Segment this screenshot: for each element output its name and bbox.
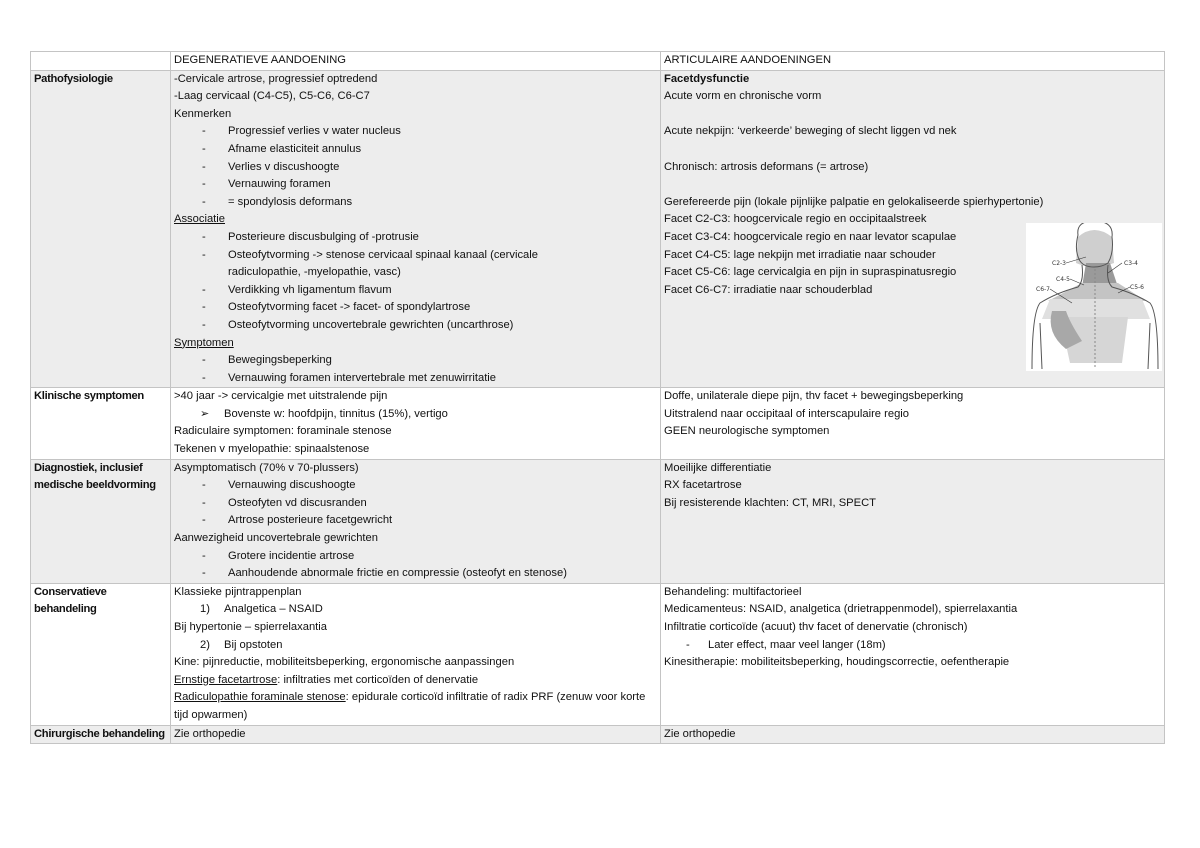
row-label: Conservatieve behandeling (31, 583, 171, 725)
dash-marker: - (202, 301, 206, 314)
list-item: - Aanhoudende abnormale frictie en compressie (osteofyt en stenose) (174, 565, 657, 583)
number-marker: 1) (200, 603, 210, 616)
list-item: 1) Analgetica – NSAID (174, 601, 657, 619)
dash-marker: - (202, 160, 206, 173)
list-item: - Vernauwing foramen intervertebrale met zenuwirritatie (174, 370, 657, 388)
list-item: - Progressief verlies v water nucleus (174, 123, 657, 141)
text-line: Radiculopathie foraminale stenose: epidurale corticoïd infiltratie of radix PRF (zenuw voor korte tijd opwarmen) (174, 691, 646, 721)
text-line: Asymptomatisch (70% v 70-plussers) (174, 461, 359, 474)
dash-marker: - (202, 125, 206, 138)
text-line: Kinesitherapie: mobiliteitsbeperking, houdingscorrectie, oefentherapie (664, 656, 1010, 669)
arrow-bullet-icon: ➢ (200, 407, 210, 420)
row-label: Pathofysiologie (31, 70, 171, 388)
row-label: Klinische symptomen (31, 388, 171, 459)
text-line: Kenmerken (174, 107, 232, 120)
dash-marker: - (202, 318, 206, 331)
text-line: Aanwezigheid uncovertebrale gewrichten (174, 532, 378, 545)
list-item: - Posterieure discusbulging of -protrusie (174, 229, 657, 247)
text-line: Moeilijke differentiatie (664, 461, 772, 474)
text-line: Facet C4-C5: lage nekpijn met irradiatie naar schouder (664, 248, 936, 261)
row-label: Diagnostiek, inclusief medische beeldvorming (31, 459, 171, 583)
row-diagnostiek (31, 459, 1165, 583)
cell-degeneratief (171, 70, 661, 388)
text-line: Doffe, unilaterale diepe pijn, thv facet + bewegingsbeperking (664, 390, 964, 403)
text-line: Infiltratie corticoïde (acuut) thv facet of denervatie (chronisch) (664, 621, 968, 633)
cell-articulair (661, 583, 1165, 725)
list-item: - Grotere incidentie artrose (174, 548, 657, 566)
text-line: Radiculaire symptomen: foraminale stenose (174, 425, 392, 438)
cell-degeneratief (171, 388, 661, 459)
list-item: - Verlies v discushoogte (174, 159, 657, 177)
text-line: Facet C5-C6: lage cervicalgia en pijn in supraspinatusregio (664, 266, 957, 279)
text-line: -Cervicale artrose, progressief optredend (174, 72, 378, 85)
cell-articulair (661, 459, 1165, 583)
cell-articulair (661, 388, 1165, 459)
list-item: - Afname elasticiteit annulus (174, 141, 657, 159)
list-item: ➢ Bovenste w: hoofdpijn, tinnitus (15%), vertigo (174, 406, 657, 424)
text-line: Facet C2-C3: hoogcervicale regio en occipitaalstreek (664, 213, 927, 226)
list-item: - Osteofyten vd discusranden (174, 495, 657, 513)
row-chirurgische-behandeling (31, 725, 1165, 744)
dash-marker: - (202, 283, 206, 296)
header-cell-empty (31, 52, 171, 71)
text-line: Acute vorm en chronische vorm (664, 90, 822, 103)
text-line: >40 jaar -> cervicalgie met uitstralende pijn (174, 390, 388, 403)
cell-degeneratief (171, 583, 661, 725)
text-line: Klassieke pijntrappenplan (174, 585, 302, 598)
header-degeneratief: DEGENERATIEVE AANDOENING (171, 52, 661, 71)
cell-degeneratief (171, 459, 661, 583)
list-item: - Osteofytvorming uncovertebrale gewrichten (uncarthrose) (174, 317, 657, 335)
dash-marker: - (202, 496, 206, 509)
text-line: RX facetartrose (664, 479, 742, 492)
row-pathofysiologie (31, 70, 1165, 388)
text-line: Facet C6-C7: irradiatie naar schouderblad (664, 283, 873, 296)
label-c2-3: C2-3 (1052, 259, 1066, 267)
dash-marker: - (202, 549, 206, 562)
header-row (31, 52, 1165, 71)
text-line: Uitstralend naar occipitaal of interscapulaire regio (664, 407, 910, 420)
cell-degeneratief: Zie orthopedie (171, 725, 661, 744)
list-item: - Later effect, maar veel langer (18m) (664, 637, 1161, 655)
list-item: - Vernauwing discushoogte (174, 477, 657, 495)
text-line: Chronisch: artrosis deformans (= artrose) (664, 160, 869, 173)
label-c6-7: C6-7 (1036, 285, 1050, 293)
number-marker: 2) (200, 638, 210, 651)
label-c3-4: C3-4 (1124, 259, 1138, 267)
cell-articulair: Zie orthopedie (661, 725, 1165, 744)
dash-marker: - (202, 479, 206, 492)
text-line: Facet C3-C4: hoogcervicale regio en naar levator scapulae (664, 230, 957, 243)
dash-marker: - (202, 195, 206, 208)
dash-marker: - (202, 514, 206, 527)
list-item: - Vernauwing foramen (174, 176, 657, 194)
list-item: - Verdikking vh ligamentum flavum (174, 282, 657, 300)
dash-marker: - (202, 230, 206, 243)
text-line: -Laag cervicaal (C4-C5), C5-C6, C6-C7 (174, 90, 370, 103)
dash-marker: - (202, 248, 206, 261)
list-item: 2) Bij opstoten (174, 637, 657, 655)
section-title-associatie: Associatie (174, 213, 225, 226)
row-klinische-symptomen (31, 388, 1165, 459)
section-title-symptomen: Symptomen (174, 336, 234, 349)
row-label: Chirurgische behandeling (31, 725, 171, 744)
list-item: - Osteofytvorming facet -> facet- of spondylartrose (174, 299, 657, 317)
summary-table (30, 51, 1165, 744)
text-line: Kine: pijnreductie, mobiliteitsbeperking, ergonomische aanpassingen (174, 656, 515, 669)
dash-marker: - (202, 178, 206, 191)
label-c4-5: C4-5 (1056, 275, 1070, 283)
cell-articulair (661, 70, 1165, 388)
dash-marker: - (202, 371, 206, 384)
label-c5-6: C5-6 (1130, 283, 1144, 291)
facet-pain-figure (1026, 223, 1162, 371)
neck-back-illustration (1026, 223, 1162, 371)
text-line: Gerefereerde pijn (lokale pijnlijke palpatie en gelokaliseerde spierhypertonie) (664, 195, 1044, 208)
list-item: - Bewegingsbeperking (174, 352, 657, 370)
text-line: Behandeling: multifactorieel (664, 585, 802, 598)
header-articulair: ARTICULAIRE AANDOENINGEN (661, 52, 1165, 71)
text-line: GEEN neurologische symptomen (664, 425, 830, 438)
row-conservatieve-behandeling (31, 583, 1165, 725)
dash-marker: - (202, 354, 206, 367)
list-item: - Artrose posterieure facetgewricht (174, 512, 657, 530)
text-line: Bij resisterende klachten: CT, MRI, SPECT (664, 496, 877, 509)
text-line: Ernstige facetartrose: infiltraties met corticoïden of denervatie (174, 673, 479, 686)
text-line: Medicamenteus: NSAID, analgetica (drietrappenmodel), spierrelaxantia (664, 603, 1018, 616)
text-line: Bij hypertonie – spierrelaxantia (174, 621, 327, 633)
list-item: - = spondylosis deformans (174, 194, 657, 212)
text-line: Tekenen v myelopathie: spinaalstenose (174, 443, 370, 456)
dash-marker: - (202, 567, 206, 580)
section-title-facetdysfunctie: Facetdysfunctie (664, 72, 750, 85)
list-item: - Osteofytvorming -> stenose cervicaal spinaal kanaal (cervicale radiculopathie, -myelopathie, vasc) (174, 247, 657, 282)
dash-marker: - (202, 142, 206, 155)
text-line: Acute nekpijn: ‘verkeerde’ beweging of slecht liggen vd nek (664, 125, 957, 138)
dash-marker: - (686, 638, 690, 651)
